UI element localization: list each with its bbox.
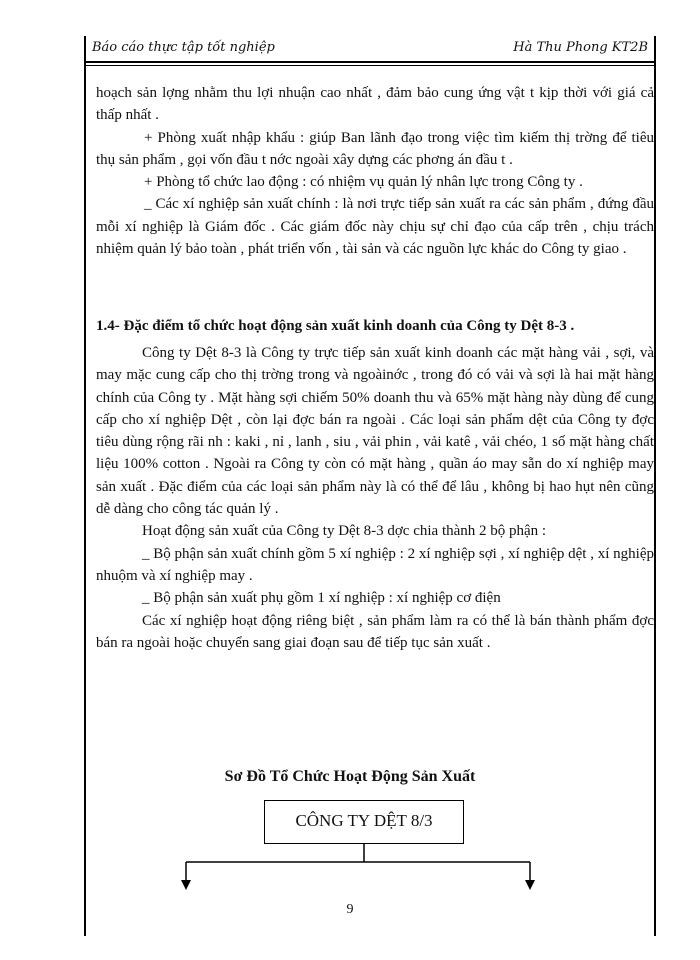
section-paragraph-1: Công ty Dệt 8-3 là Công ty trực tiếp sản xuất kinh doanh các mặt hàng vải , sợi, và may mặc cung cấp cho thị trờng trong và ngoàinớc , trong đó có vải và sợi là hai mặt hàng chính của Công ty . Mặt hàng sợi chiếm 50% doanh thu và 65% mặt hàng này dùng để cung cấp cho xí nghiệp Dệt , còn lại đợc bán ra ngoài . Các loại sản phẩm dệt của Công ty đợc tiêu dùng rộng rãi nh : kaki , nỉ , lanh , siu , vải phin , vải katê , vải chéo, 1 số mặt hàng chất liệu 100% cotton . Ngoài ra Công ty còn có mặt hàng , quần áo may sẵn do xí nghiệp may sản xuất . Đặc điểm của các loại sản phẩm này là có thể để lâu , không bị hao hụt nên cũng dễ dàng cho công tác quản lý . bbox=[96, 345, 654, 518]
org-chart-root-box: CÔNG TY DỆT 8/3 bbox=[264, 800, 464, 844]
header-author: Hà Thu Phong KT2B bbox=[513, 40, 648, 55]
page-number: 9 bbox=[346, 902, 354, 917]
arrow-right-head bbox=[525, 880, 535, 890]
paragraph-2: + Phòng xuất nhập khẩu : giúp Ban lãnh đạo trong việc tìm kiếm thị trờng để tiêu thụ sản phẩm , gọi vốn đầu t nớc ngoài xây dựng các phơng án đầu t . bbox=[96, 129, 654, 168]
section-paragraph-3: _ Bộ phận sản xuất chính gồm 5 xí nghiệp : 2 xí nghiệp sợi , xí nghiệp dệt , xí nghiệp nhuộm và xí nghiệp may . bbox=[96, 545, 654, 584]
section-heading: 1.4- Đặc điểm tổ chức hoạt động sản xuất kinh doanh của Công ty Dệt 8-3 . bbox=[96, 318, 575, 334]
diagram-title: Sơ Đồ Tổ Chức Hoạt Động Sản Xuất bbox=[224, 768, 476, 785]
section-paragraph-2: Hoạt động sản xuất của Công ty Dệt 8-3 dợc chia thành 2 bộ phận : bbox=[142, 523, 547, 540]
paragraph-1: hoạch sản lợng nhằm thu lợi nhuận cao nhất , đảm bảo cung ứng vật t kịp thời với giá cả thấp nhất . bbox=[96, 85, 654, 124]
section-paragraph-4: _ Bộ phận sản xuất phụ gồm 1 xí nghiệp : xí nghiệp cơ điện bbox=[142, 590, 501, 607]
header-report-title: Báo cáo thực tập tốt nghiệp bbox=[92, 40, 275, 55]
paragraph-3: + Phòng tổ chức lao động : có nhiệm vụ quản lý nhân lực trong Công ty . bbox=[144, 174, 583, 191]
section-paragraph-5: Các xí nghiệp hoạt động riêng biệt , sản phẩm làm ra có thể là bán thành phẩm đợc bán ra ngoài hoặc chuyển sang giai đoạn sau để tiếp tục sản xuất . bbox=[96, 612, 654, 651]
paragraph-4: _ Các xí nghiệp sản xuất chính : là nơi trực tiếp sản xuất ra các sản phẩm , đứng đầu mỗi xí nghiệp là Giám đốc . Các giám đốc này chịu sự chỉ đạo của cấp trên , chịu trách nhiệm quản lý bảo toàn , phát triển vốn , tài sản và các nguồn lực khác do Công ty giao . bbox=[96, 196, 654, 258]
arrow-left-head bbox=[181, 880, 191, 890]
